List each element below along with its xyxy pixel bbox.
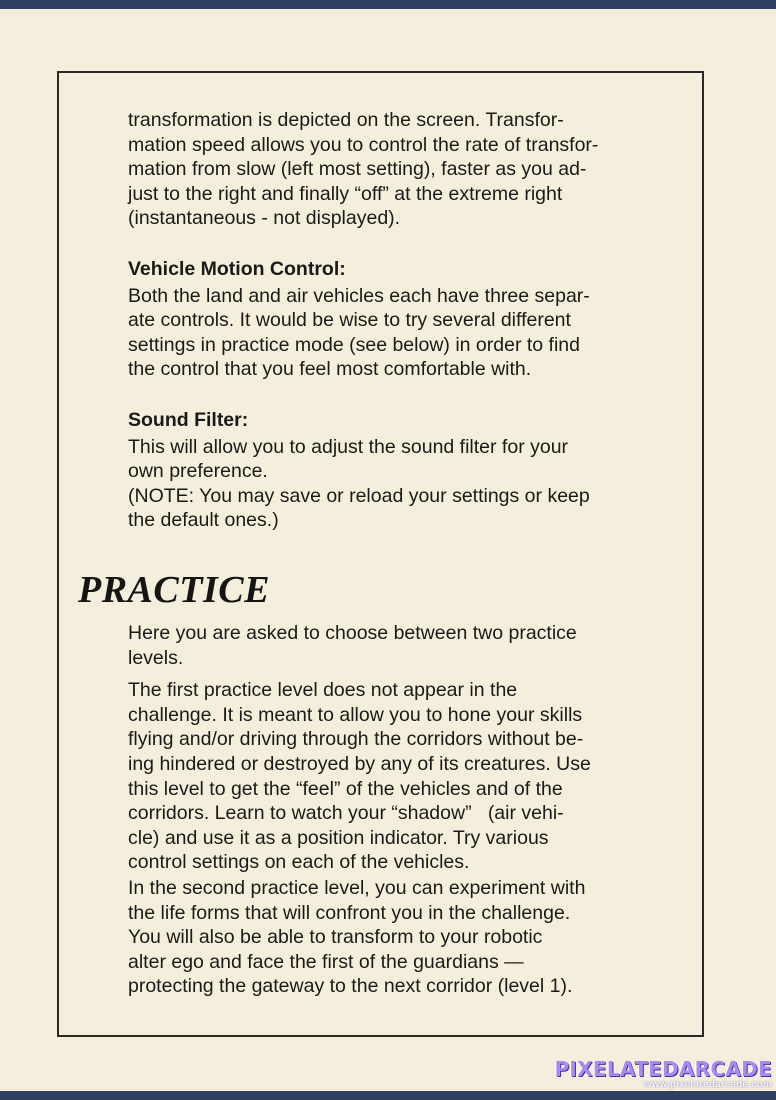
text-line: challenge. It is meant to allow you to hone your skills — [128, 703, 583, 726]
text-line: This will allow you to adjust the sound filter for your — [128, 435, 569, 458]
text-line: this level to get the “feel” of the vehicles and of the — [128, 777, 563, 800]
text-line: (instantaneous - not displayed). — [128, 207, 401, 230]
text-line: settings in practice mode (see below) in order to find — [128, 333, 580, 356]
text-line: Both the land and air vehicles each have three separ- — [128, 284, 590, 307]
text-line: (NOTE: You may save or reload your settings or keep — [128, 484, 590, 507]
text-line: own preference. — [128, 460, 268, 483]
site-watermark — [554, 1058, 772, 1090]
text-line: levels. — [128, 646, 184, 669]
text-line: mation speed allows you to control the rate of transfor- — [128, 133, 599, 156]
sound-filter-heading: Sound Filter: — [128, 408, 249, 431]
settings-section — [128, 108, 694, 533]
first-practice-paragraph — [128, 678, 694, 875]
practice-heading: PRACTICE — [78, 569, 270, 611]
text-line: the life forms that will confront you in the challenge. — [128, 901, 571, 924]
page-bottom-edge — [0, 1091, 776, 1100]
vehicle-motion-paragraph — [128, 284, 694, 382]
text-line: corridors. Learn to watch your “shadow” (air vehi- — [128, 802, 564, 825]
intro-paragraph — [128, 108, 694, 231]
text-line: just to the right and finally “off” at the extreme right — [128, 182, 563, 205]
text-line: the default ones.) — [128, 509, 279, 532]
text-line: You will also be able to transform to your robotic — [128, 926, 543, 949]
second-practice-paragraph — [128, 876, 694, 999]
practice-section — [128, 621, 694, 999]
page-top-edge — [0, 0, 776, 9]
watermark-title: PIXELATEDARCADE — [554, 1057, 772, 1081]
text-line: protecting the gateway to the next corridor (level 1). — [128, 975, 573, 998]
text-line: mation from slow (left most setting), faster as you ad- — [128, 158, 587, 181]
text-line: ate controls. It would be wise to try several different — [128, 309, 571, 332]
text-line: Here you are asked to choose between two practice — [128, 622, 577, 644]
text-line: ing hindered or destroyed by any of its creatures. Use — [128, 752, 591, 775]
text-line: the control that you feel most comfortable with. — [128, 358, 532, 381]
text-line: In the second practice level, you can experiment with — [128, 876, 586, 899]
text-line: transformation is depicted on the screen. Transfor- — [128, 109, 564, 131]
practice-intro-paragraph — [128, 621, 694, 670]
settings-note — [128, 484, 694, 533]
watermark-url: www.pixelatedarcade.com — [644, 1080, 772, 1090]
text-line: control settings on each of the vehicles. — [128, 851, 470, 874]
text-line: alter ego and face the first of the guardians — — [128, 950, 524, 973]
sound-filter-paragraph — [128, 435, 694, 484]
text-line: The first practice level does not appear in the — [128, 679, 518, 702]
text-line: flying and/or driving through the corridors without be- — [128, 728, 584, 751]
vehicle-motion-heading: Vehicle Motion Control: — [128, 257, 346, 280]
text-line: cle) and use it as a position indicator. Try various — [128, 826, 549, 849]
